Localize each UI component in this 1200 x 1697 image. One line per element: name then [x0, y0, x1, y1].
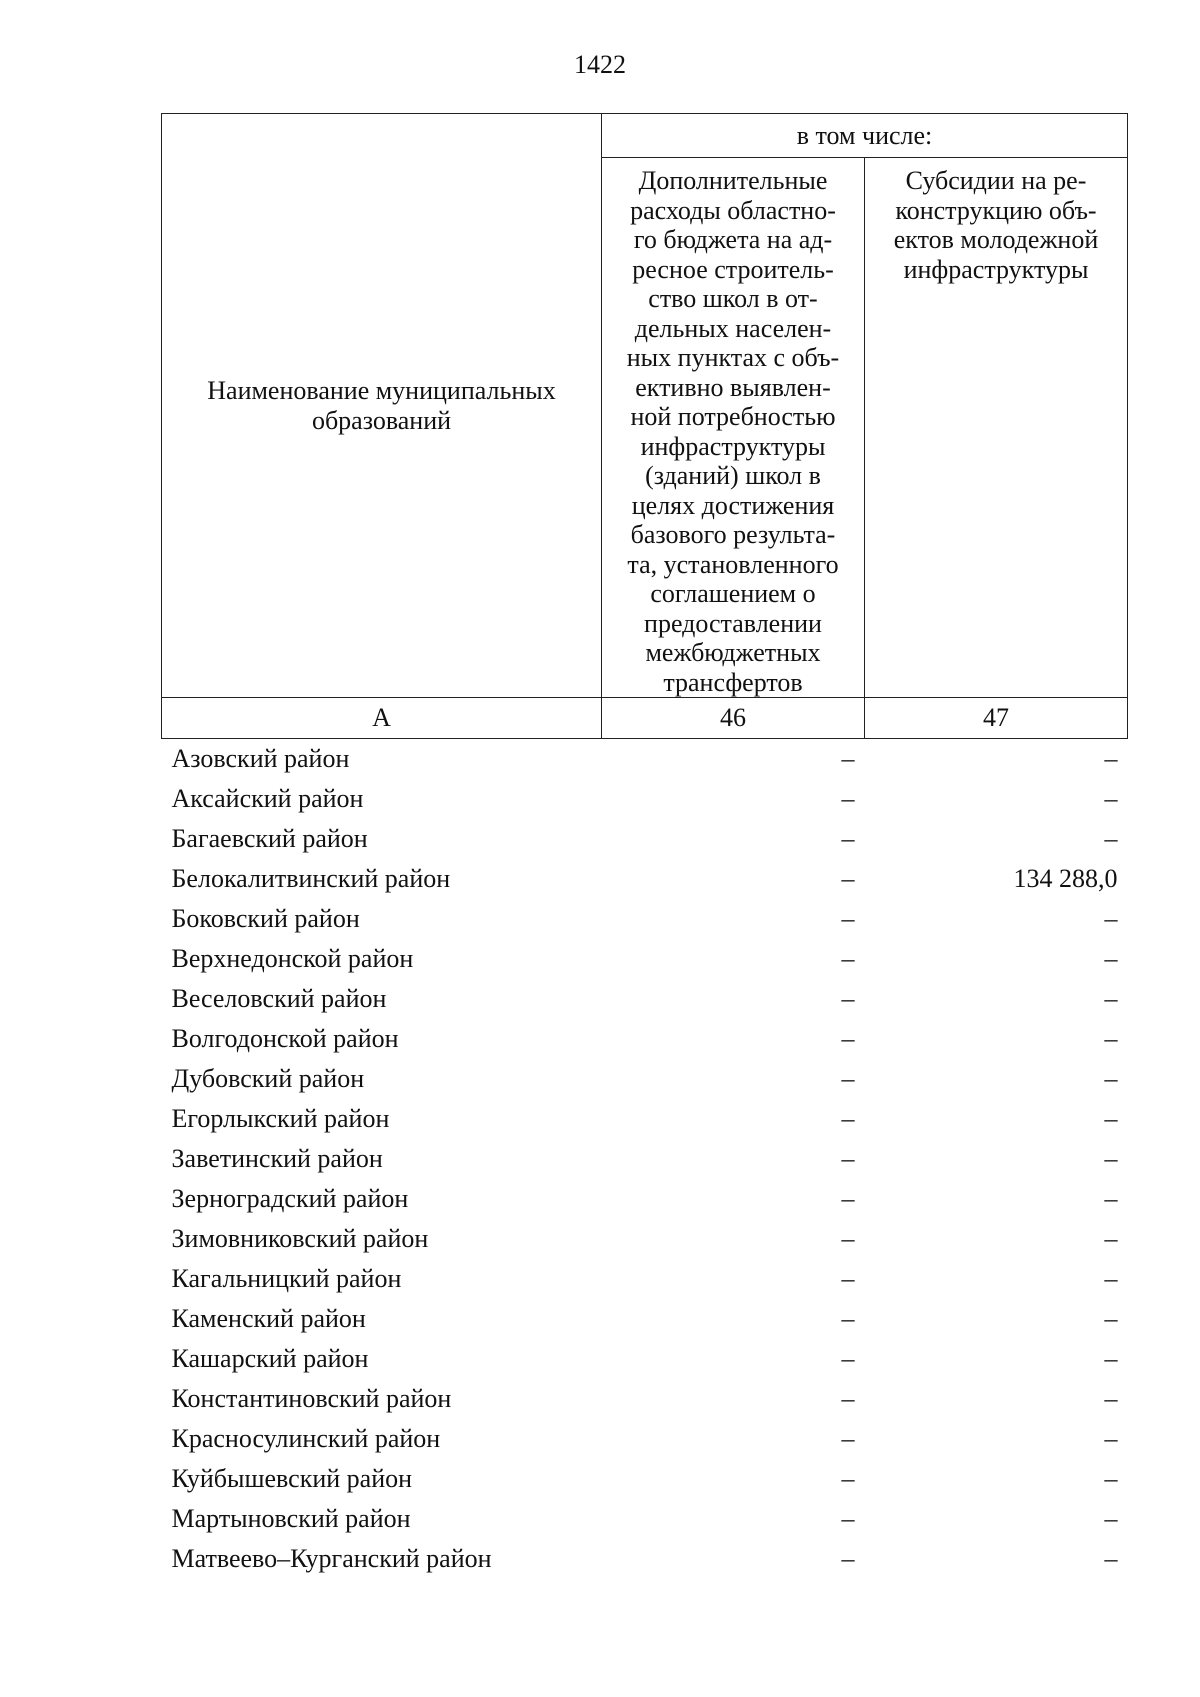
column-47-value-cell: –: [1104, 1184, 1118, 1213]
table-row: [162, 1419, 1128, 1459]
column-46-value-cell: –: [841, 1384, 855, 1413]
municipality-name-cell: Константиновский район: [171, 1384, 452, 1413]
column-46-value-cell: –: [841, 1464, 855, 1493]
table-row: [162, 1339, 1128, 1379]
column-47-value-cell: –: [1104, 904, 1118, 933]
municipality-name-cell: Аксайский район: [171, 784, 364, 813]
header-column-46-line: целях достижения: [631, 490, 835, 520]
municipality-name-cell: Мартыновский район: [171, 1504, 411, 1533]
page-number: 1422: [574, 50, 626, 79]
municipality-name-cell: Зерноградский район: [171, 1184, 409, 1213]
column-47-value-cell: –: [1104, 1104, 1118, 1133]
table-row: [162, 1539, 1128, 1579]
header-column-46-line: трансфертов: [663, 667, 803, 697]
table-row: [162, 939, 1128, 979]
column-46-value-cell: –: [841, 1024, 855, 1053]
municipality-name-cell: Зимовниковский район: [171, 1224, 429, 1253]
municipality-name-cell: Багаевский район: [171, 824, 368, 853]
header-column-46-line: (зданий) школ в: [645, 461, 821, 490]
column-46-value-cell: –: [841, 1064, 855, 1093]
table-row: [162, 1139, 1128, 1179]
municipality-name-cell: Кашарский район: [171, 1344, 369, 1373]
municipality-name-cell: Егорлыкский район: [171, 1104, 390, 1133]
header-column-46-line: предоставлении: [644, 608, 822, 638]
table-row: [162, 1179, 1128, 1219]
column-47-value-cell: –: [1104, 1264, 1118, 1293]
column-46-value-cell: –: [841, 824, 855, 853]
column-47-value-cell: –: [1104, 984, 1118, 1013]
column-47-value-cell: –: [1104, 1304, 1118, 1333]
municipality-name-cell: Белокалитвинский район: [171, 864, 451, 893]
column-47-value-cell: –: [1104, 1344, 1118, 1373]
table-row: [162, 1219, 1128, 1259]
table-row: [162, 859, 1128, 899]
column-47-value-cell: –: [1104, 1024, 1118, 1053]
column-46-value-cell: –: [841, 1344, 855, 1373]
table-row: [162, 1059, 1128, 1099]
column-47-value-cell: –: [1104, 824, 1118, 853]
column-47-value-cell: –: [1104, 1464, 1118, 1493]
header-municipality-name: Наименование муниципальных образований: [162, 114, 602, 698]
column-47-value-cell: –: [1104, 1544, 1118, 1573]
header-column-47-line: Субсидии на ре-: [905, 166, 1087, 195]
header-column-46-line: ной потребностью: [630, 402, 836, 431]
column-number-46: 46: [602, 698, 865, 739]
column-46-value-cell: –: [841, 784, 855, 813]
column-47-value-cell: 134 288,0: [1013, 864, 1118, 893]
table-header: [162, 114, 1128, 739]
column-47-value-cell: –: [1104, 744, 1118, 773]
column-46-value-cell: –: [841, 1104, 855, 1133]
municipality-name-cell: Куйбышевский район: [171, 1464, 413, 1493]
header-column-46-line: дельных населен-: [634, 313, 832, 343]
header-column-46-line: ство школ в от-: [648, 284, 818, 313]
municipality-name-cell: Красносулинский район: [171, 1424, 441, 1453]
municipality-name-cell: Верхнедонской район: [171, 944, 414, 973]
municipality-name-cell: Матвеево–Курганский район: [171, 1544, 492, 1573]
header-column-47-line: конструкцию объ-: [895, 195, 1097, 225]
header-column-47-line: инфраструктуры: [903, 254, 1089, 284]
table-row: [162, 1099, 1128, 1139]
column-number-47: 47: [865, 698, 1128, 739]
column-47-value-cell: –: [1104, 1224, 1118, 1253]
column-46-value-cell: –: [841, 1424, 855, 1453]
header-column-47: [865, 158, 1128, 698]
header-including-group: в том числе:: [602, 114, 1128, 158]
column-46-value-cell: –: [841, 1504, 855, 1533]
table-row: [162, 1499, 1128, 1539]
column-46-value-cell: –: [841, 944, 855, 973]
header-column-46-line: расходы областно-: [630, 195, 836, 225]
header-column-46-line: соглашением о: [650, 579, 816, 608]
table-row: [162, 1459, 1128, 1499]
column-47-value-cell: –: [1104, 944, 1118, 973]
table-row: [162, 1019, 1128, 1059]
table-row: [162, 899, 1128, 939]
header-column-46-line: го бюджета на ад-: [633, 225, 833, 254]
table-row: [162, 979, 1128, 1019]
column-46-value-cell: –: [841, 1264, 855, 1293]
column-number-a: А: [162, 698, 602, 739]
column-47-value-cell: –: [1104, 1064, 1118, 1093]
table-row: [162, 1259, 1128, 1299]
column-47-value-cell: –: [1104, 784, 1118, 813]
table-row: [162, 739, 1128, 780]
municipality-name-cell: Заветинский район: [171, 1144, 383, 1173]
column-46-value-cell: –: [841, 1304, 855, 1333]
column-46-value-cell: –: [841, 984, 855, 1013]
header-column-46-line: базового результа-: [630, 520, 836, 549]
column-46-value-cell: –: [841, 1184, 855, 1213]
table-row: [162, 819, 1128, 859]
table-row: [162, 1379, 1128, 1419]
table-row: [162, 779, 1128, 819]
column-46-value-cell: –: [841, 864, 855, 893]
column-46-value-cell: –: [841, 1224, 855, 1253]
table-row: [162, 1299, 1128, 1339]
table-body: [162, 739, 1128, 1580]
header-column-46: [602, 158, 865, 698]
municipality-name-cell: Волгодонской район: [171, 1024, 399, 1053]
header-column-46-line: та, установленного: [627, 549, 839, 579]
column-46-value-cell: –: [841, 1544, 855, 1573]
header-column-46-line: ективно выявлен-: [635, 372, 831, 402]
header-column-46-line: ных пунктах с объ-: [626, 343, 840, 372]
municipality-name-cell: Каменский район: [171, 1304, 366, 1333]
header-column-46-line: ресное строитель-: [632, 254, 834, 284]
municipality-name-cell: Боковский район: [171, 904, 360, 933]
column-number-row: [162, 698, 1128, 739]
municipality-name-cell: Дубовский район: [171, 1064, 365, 1093]
column-47-value-cell: –: [1104, 1384, 1118, 1413]
column-46-value-cell: –: [841, 904, 855, 933]
column-46-value-cell: –: [841, 1144, 855, 1173]
header-column-47-line: ектов молодежной: [893, 225, 1099, 254]
column-47-value-cell: –: [1104, 1424, 1118, 1453]
column-47-value-cell: –: [1104, 1144, 1118, 1173]
header-column-46-line: Дополнительные: [638, 166, 828, 195]
header-column-46-line: инфраструктуры: [640, 431, 826, 461]
municipality-name-cell: Кагальницкий район: [171, 1264, 402, 1293]
header-column-46-line: межбюджетных: [645, 638, 821, 667]
municipality-name-cell: Веселовский район: [171, 984, 387, 1013]
column-46-value-cell: –: [841, 744, 855, 773]
municipality-name-cell: Азовский район: [171, 744, 350, 773]
budget-table: [161, 113, 1128, 1579]
column-47-value-cell: –: [1104, 1504, 1118, 1533]
